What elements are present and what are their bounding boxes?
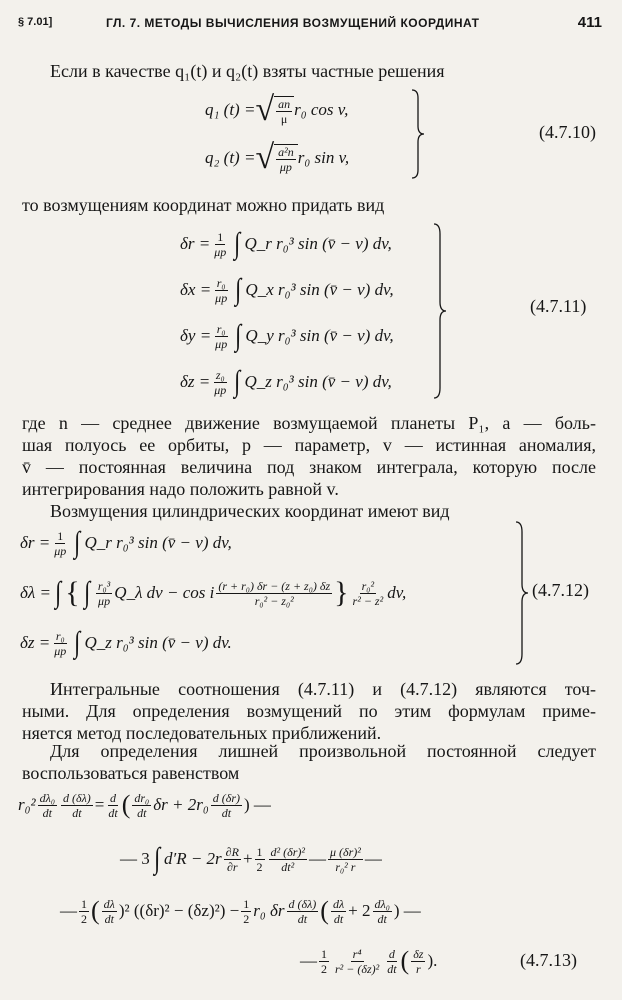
frac-num: z₀ [215, 367, 225, 382]
frac-num: ∂R [225, 844, 239, 859]
text-line: шая полуось ее орбиты, p — параметр, v — истинная аномалия, [22, 435, 596, 455]
eq-end: dv, [387, 583, 407, 602]
frac-num: r₀ [216, 321, 226, 336]
frac-num: d (δλ) [63, 790, 91, 805]
frac-den: dt [72, 805, 82, 820]
paren-open: ( [91, 896, 100, 925]
frac-num: (r + r₀) δr − (z + z₀) δz [218, 578, 331, 593]
frac-den: dt [221, 805, 232, 820]
frac-den: dt² [281, 859, 295, 874]
eq-row-delta-z [180, 360, 394, 404]
eq-lhs: q₂ (t) = [205, 148, 256, 167]
eq-start: — [300, 951, 317, 970]
integral-sign: ∫ [153, 842, 160, 875]
frac-num: d [388, 946, 395, 961]
eq-4-7-12-row-delta-lambda [20, 570, 406, 616]
paragraph-cylindrical: Возмущения цилиндрических координат имеют вид [50, 501, 450, 521]
frac-den: μp [279, 159, 292, 174]
frac-den: r₀² r [335, 859, 356, 874]
frac-num: 1 [321, 946, 327, 961]
eq-lhs: δx = [180, 280, 212, 299]
eq-body: Q_z r₀³ sin (v̄ − v) dv, [244, 372, 392, 391]
frac-num: 1 [81, 896, 87, 911]
frac-den: dt [333, 911, 344, 926]
frac-den: r² − z² [352, 593, 384, 608]
eq-body: Q_r r₀³ sin (v̄ − v) dv, [84, 533, 232, 552]
frac-den: 2 [321, 961, 327, 976]
frac-den: μp [98, 593, 111, 608]
eq-4-7-12-row-delta-z [20, 622, 232, 664]
paren-open: ( [320, 896, 329, 925]
plus-two: + 2 [348, 901, 371, 920]
paragraph-definitions [22, 412, 596, 500]
eq-body: Q_z r₀³ sin (v̄ − v) dv. [84, 633, 232, 652]
frac-den: dt [104, 911, 114, 926]
frac-num: dλ₀ [374, 896, 390, 911]
eq-body: Q_λ dv − cos i [114, 583, 215, 602]
chapter-title: ГЛ. 7. МЕТОДЫ ВЫЧИСЛЕНИЯ ВОЗМУЩЕНИЙ КООРДИНАТ [106, 16, 480, 30]
eq-rhs: r₀ cos v, [294, 100, 349, 119]
eq-end: — [364, 849, 382, 868]
eq-start: — [60, 901, 77, 920]
integral-sign: ∫ [234, 227, 241, 260]
frac-den: dt [297, 911, 308, 926]
text-line: воспользоваться равенством [22, 763, 240, 783]
frac-num: dλ [332, 896, 345, 911]
frac-num: r₀³ [97, 578, 111, 593]
integral-sign: ∫ [55, 576, 62, 609]
paragraph-coordinates: то возмущениям координат можно придать вид [22, 195, 385, 215]
frac-num: d (δr) [212, 790, 240, 805]
frac-num: μ (δr)² [329, 844, 361, 859]
frac-den: 2 [81, 911, 87, 926]
eq-4-7-13-line-3 [60, 888, 421, 934]
right-brace-4-7-10 [408, 88, 428, 180]
eq-squared: )² ((δr)² − (δz)²) − [118, 901, 240, 920]
eq-body: Q_r r₀³ sin (v̄ − v) dv, [244, 234, 392, 253]
running-header [18, 14, 608, 36]
minus-sign: — [308, 849, 326, 868]
frac-den: dt [387, 961, 397, 976]
frac-den: μp [215, 290, 228, 305]
eq-mid: δr + 2r₀ [153, 795, 209, 814]
eq-body: d′R − 2r [163, 849, 222, 868]
paren-open: ( [400, 946, 410, 975]
frac-num: dr₀ [134, 790, 150, 805]
frac-den: 2 [256, 859, 263, 874]
frac-num: r₀² [361, 578, 375, 593]
frac-num: r⁴ [352, 946, 362, 961]
equation-4-7-11 [180, 222, 394, 404]
equation-number-4-7-12: (4.7.12) [532, 580, 589, 600]
equation-number-4-7-11: (4.7.11) [530, 296, 587, 316]
eq-body: Q_y r₀³ sin (v̄ − v) dv, [245, 326, 394, 345]
eq-end: ). [427, 951, 438, 970]
frac-num: δz [413, 946, 424, 961]
frac-num: 1 [243, 896, 250, 911]
eq-row-delta-x [180, 268, 394, 312]
curly-brace-right: } [334, 576, 349, 609]
eq-4-7-13-line-4 [300, 938, 437, 984]
frac-num: 1 [256, 844, 263, 859]
paragraph-intro: Если в качестве q₁(t) и q₂(t) взяты частные решения [50, 61, 445, 81]
eq-lhs: δz = [180, 372, 211, 391]
eq-body: Q_x r₀³ sin (v̄ − v) dv, [245, 280, 394, 299]
eq-4-7-13-line-2 [120, 836, 382, 882]
frac-den: 2 [243, 911, 250, 926]
frac-den: r₀² − z₀² [254, 593, 294, 608]
paragraph-arbitrary-constant [22, 740, 596, 784]
eq-lhs: δy = [180, 326, 212, 345]
equation-4-7-10-line-2 [205, 136, 349, 180]
frac-den: μp [54, 543, 67, 558]
eq-end: ) — [244, 795, 271, 814]
eq-4-7-13-line-1 [18, 784, 271, 826]
frac-num: 1 [57, 528, 64, 543]
frac-num: 1 [217, 229, 224, 244]
equation-number-4-7-10: (4.7.10) [539, 122, 596, 142]
curly-brace-left: { [65, 576, 80, 609]
frac-den: dt [108, 805, 118, 820]
eq-lhs: δr = [20, 533, 51, 552]
frac-num: d (δλ) [288, 896, 317, 911]
frac-den: r [416, 961, 421, 976]
eq-row-delta-y [180, 314, 394, 358]
frac-den: μp [54, 643, 67, 658]
eq-mid: r₀ δr [253, 901, 285, 920]
sqrt-symbol: √ $\frac{an}{\mu}$ [255, 93, 294, 127]
integral-sign: ∫ [235, 273, 242, 306]
integral-sign: ∫ [235, 319, 242, 352]
eq-start: — 3 [120, 849, 150, 868]
frac-den: dt [42, 805, 52, 820]
plus-sign: + [242, 849, 253, 868]
frac-num: r₀ [216, 275, 226, 290]
eq-4-7-12-row-delta-r [20, 522, 232, 564]
frac-den: μp [215, 336, 228, 351]
right-brace-4-7-11 [430, 222, 450, 400]
frac-den: μp [214, 382, 227, 397]
frac-num: d² (δr)² [270, 844, 305, 859]
text-line: v̄ — постоянная величина под знаком интеграла, которую после [22, 457, 596, 477]
eq-lhs: δr = [180, 234, 211, 253]
frac-den: dt [137, 805, 147, 820]
frac-den: r² − (δz)² [335, 961, 380, 976]
frac-num: r₀ [55, 628, 65, 643]
integral-sign: ∫ [74, 526, 81, 559]
integral-sign: ∫ [83, 576, 90, 609]
text-line: интегрирования надо положить равной v. [22, 479, 339, 499]
frac-den: dt [377, 911, 387, 926]
frac-num: an [278, 96, 291, 111]
sqrt-symbol: √ $\frac{\text{a²n}}{\mu p}$ [255, 141, 297, 175]
text-line: няется метод последовательных приближений. [22, 723, 382, 743]
eq-lhs: δz = [20, 633, 51, 652]
text-line: Для определения лишней произвольной постоянной следует [50, 741, 596, 761]
text-line: ными. Для определения возмущений по этим формулам приме- [22, 701, 596, 721]
frac-num: d [110, 790, 117, 805]
equation-number-4-7-13: (4.7.13) [520, 950, 577, 970]
eq-end: ) — [393, 901, 421, 920]
text-line: где n — среднее движение возмущаемой планеты P₁, a — боль- [22, 413, 596, 433]
frac-num: dλ [103, 896, 115, 911]
eq-lhs: δλ = [20, 583, 51, 602]
frac-den: μ [280, 111, 288, 126]
eq-lhs: q₁ (t) = [205, 100, 256, 119]
page-number: 411 [577, 14, 602, 31]
frac-num: a²n [278, 144, 294, 159]
frac-den: μp [214, 244, 227, 259]
integral-sign: ∫ [234, 365, 241, 398]
eq-lhs: r₀² [18, 795, 36, 814]
equation-4-7-10-line-1 [205, 88, 348, 132]
eq-row-delta-r [180, 222, 394, 266]
frac-den: ∂r [227, 859, 238, 874]
paren-open: ( [121, 790, 131, 819]
paragraph-integral-relations [22, 678, 596, 744]
text-line: Интегральные соотношения (4.7.11) и (4.7.12) являются точ- [50, 679, 596, 699]
right-brace-4-7-12 [512, 520, 532, 666]
integral-sign: ∫ [74, 626, 81, 659]
frac-num: dλ₀ [39, 790, 55, 805]
equals-sign: = [94, 795, 105, 814]
eq-rhs: r₀ sin v, [297, 148, 350, 167]
section-number: § 7.01] [18, 16, 53, 28]
